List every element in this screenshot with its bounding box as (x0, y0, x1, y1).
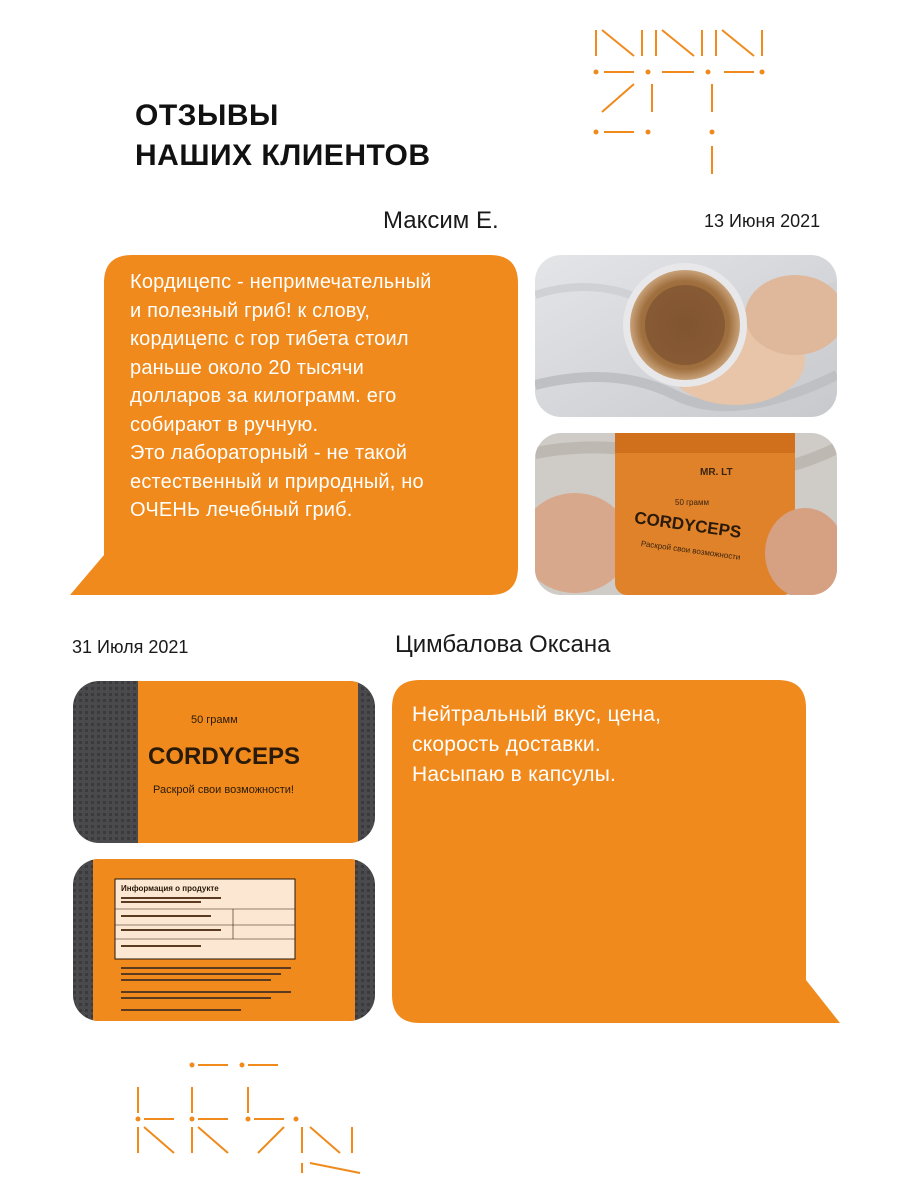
review-2-text: Нейтральный вкус, цена, скорость доставки. Насыпаю в капсулы. (412, 703, 662, 786)
review-2-bubble (392, 680, 840, 1023)
review-1-photo-2 (535, 433, 837, 595)
review-2-photo-1 (73, 681, 375, 843)
decorative-pattern-top-icon (590, 22, 790, 177)
review-1-author: Максим Е. (383, 207, 499, 234)
page-title-line2: НАШИХ КЛИЕНТОВ (135, 139, 431, 172)
jar-brand-label: MR. LT (700, 467, 733, 478)
review-1-bubble (70, 255, 520, 595)
jar-slogan-label: Раскрой свои возможности (640, 539, 741, 562)
decorative-pattern-top (590, 22, 790, 177)
jar-product-label: CORDYCEPS (148, 743, 301, 770)
jar-slogan-label: Раскрой свои возможности! (153, 784, 294, 796)
review-2-date: 31 Июля 2021 (72, 637, 189, 657)
review-2-author: Цимбалова Оксана (395, 631, 611, 658)
review-1-text: Кордицепс - непримечательный и полезный гриб! к слову, кордицепс с гор тибета стоил раньше около 20 тысячи долларов за килограмм. его собирают в ручную. Это лабораторный - не такой естественный и природный, но ОЧЕНЬ лечебный гриб. (130, 271, 432, 521)
product-info-title: Информация о продукте (121, 884, 219, 893)
review-2-photo-2 (73, 859, 375, 1021)
review-1-photo-1 (535, 255, 837, 417)
decorative-pattern-bottom (130, 1055, 370, 1180)
decorative-pattern-bottom-icon (130, 1055, 370, 1180)
page-title-line1: ОТЗЫВЫ (135, 99, 279, 132)
page-title (135, 96, 431, 176)
jar-weight-label: 50 грамм (675, 498, 709, 507)
jar-product-label: CORDYCEPS (633, 508, 743, 542)
review-1-date: 13 Июня 2021 (704, 211, 821, 231)
jar-weight-label: 50 грамм (191, 714, 238, 726)
